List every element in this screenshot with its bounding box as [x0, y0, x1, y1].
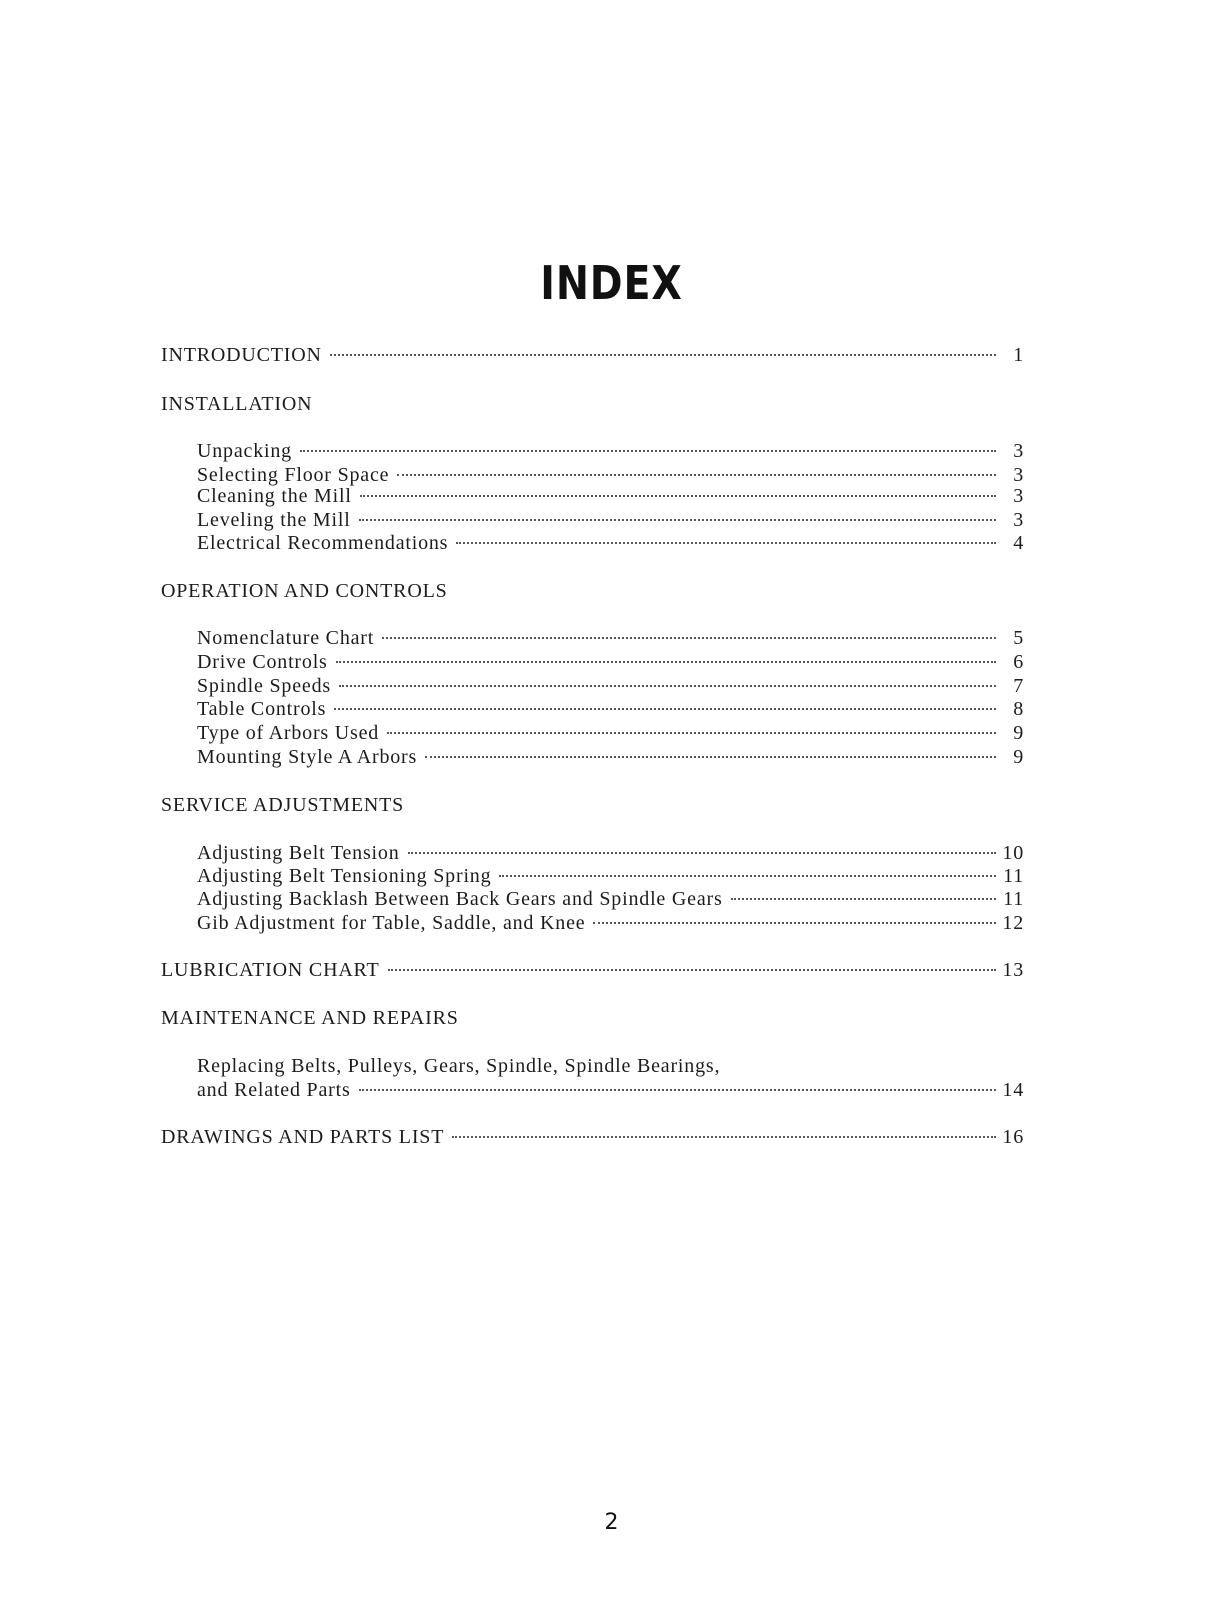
toc-entry-cleaning-the-mill[interactable]: [197, 484, 1024, 508]
toc-entry-label-line: Replacing Belts, Pulleys, Gears, Spindle, Spindle Bearings,: [197, 1055, 721, 1077]
toc-entry-drive-controls[interactable]: [197, 650, 1024, 674]
dot-leader: [499, 875, 996, 877]
toc-entry-label: Spindle Speeds: [197, 675, 331, 697]
toc-section-service-adjustments: [161, 793, 1024, 817]
toc-entry-label: Selecting Floor Space: [197, 464, 390, 486]
toc-entry-label: Nomenclature Chart: [197, 627, 375, 649]
toc-page-number: 10: [1002, 842, 1024, 864]
toc-section-heading: SERVICE ADJUSTMENTS: [161, 794, 405, 816]
toc-entry-adjusting-belt-tensioning-spring[interactable]: [197, 864, 1024, 888]
dot-leader: [359, 1089, 996, 1091]
toc-section-installation: [161, 392, 1024, 416]
toc-section-heading: INSTALLATION: [161, 393, 313, 415]
toc-entry-spindle-speeds[interactable]: [197, 674, 1024, 698]
dot-leader: [397, 474, 996, 476]
toc-page-number: 7: [1013, 675, 1024, 697]
toc-entry-label: Leveling the Mill: [197, 509, 351, 531]
toc-section-maintenance-and-repairs: [161, 1006, 1024, 1030]
toc-entry-introduction[interactable]: [161, 343, 1024, 367]
toc-entry-table-controls[interactable]: [197, 697, 1024, 721]
toc-page-number: 3: [1013, 485, 1024, 507]
dot-leader: [334, 708, 996, 710]
toc-entry-mounting-style-a-arbors[interactable]: [197, 745, 1024, 769]
toc-page-number: 8: [1013, 698, 1024, 720]
toc-entry-adjusting-backlash[interactable]: [197, 887, 1024, 911]
toc-entry-label: and Related Parts: [197, 1079, 351, 1101]
toc-section-operation-and-controls: [161, 579, 1024, 603]
toc-section-heading: MAINTENANCE AND REPAIRS: [161, 1007, 459, 1029]
toc-entry-label: Unpacking: [197, 440, 292, 462]
dot-leader: [388, 969, 996, 971]
toc-entry-label: Type of Arbors Used: [197, 722, 380, 744]
page-title: INDEX: [540, 256, 683, 310]
dot-leader: [731, 898, 996, 900]
toc-entry-label: Adjusting Belt Tension: [197, 842, 400, 864]
toc-entry-electrical-recommendations[interactable]: [197, 531, 1024, 555]
toc-entry-unpacking[interactable]: [197, 439, 1024, 463]
toc-page-number: 11: [1003, 888, 1024, 910]
dot-leader: [452, 1136, 996, 1138]
dot-leader: [593, 922, 996, 924]
toc-entry-label: Cleaning the Mill: [197, 485, 352, 507]
toc-entry-label: DRAWINGS AND PARTS LIST: [161, 1126, 445, 1148]
toc-entry-nomenclature-chart[interactable]: [197, 626, 1024, 650]
toc-entry-label: Gib Adjustment for Table, Saddle, and Knee: [197, 912, 586, 934]
toc-page-number: 14: [1002, 1079, 1024, 1101]
toc-page-number: 3: [1013, 464, 1024, 486]
toc-page-number: 12: [1002, 912, 1024, 934]
page-number: 2: [604, 1510, 619, 1535]
toc-entry-label: Adjusting Belt Tensioning Spring: [197, 865, 492, 887]
dot-leader: [360, 495, 996, 497]
toc-page-number: 5: [1013, 627, 1024, 649]
toc-page-number: 3: [1013, 440, 1024, 462]
dot-leader: [425, 756, 996, 758]
dot-leader: [300, 450, 996, 452]
toc-entry-label: Electrical Recommendations: [197, 532, 449, 554]
toc-page-number: 1: [1013, 344, 1024, 366]
toc-page-number: 16: [1002, 1126, 1024, 1148]
toc-entry-label: Adjusting Backlash Between Back Gears and Spindle Gears: [197, 888, 723, 910]
toc-entry-label: INTRODUCTION: [161, 344, 322, 366]
toc-page-number: 9: [1013, 722, 1024, 744]
toc-entry-drawings-and-parts-list[interactable]: [161, 1125, 1024, 1149]
dot-leader: [336, 661, 996, 663]
dot-leader: [359, 519, 996, 521]
toc-page-number: 13: [1002, 959, 1024, 981]
dot-leader: [408, 852, 996, 854]
toc-entry-label: Drive Controls: [197, 651, 328, 673]
toc-page-number: 11: [1003, 865, 1024, 887]
toc-entry-label: LUBRICATION CHART: [161, 959, 380, 981]
dot-leader: [382, 637, 996, 639]
toc-entry-replacing-belts[interactable]: [197, 1078, 1024, 1102]
toc-page-number: 3: [1013, 509, 1024, 531]
dot-leader: [387, 732, 996, 734]
toc-section-heading: OPERATION AND CONTROLS: [161, 580, 448, 602]
dot-leader: [339, 685, 996, 687]
toc-page-number: 6: [1013, 651, 1024, 673]
toc-entry-leveling-the-mill[interactable]: [197, 508, 1024, 532]
dot-leader: [330, 354, 996, 356]
toc-entry-gib-adjustment[interactable]: [197, 911, 1024, 935]
toc-entry-label: Mounting Style A Arbors: [197, 746, 418, 768]
toc-entry-adjusting-belt-tension[interactable]: [197, 841, 1024, 865]
toc-entry-lubrication-chart[interactable]: [161, 958, 1024, 982]
toc-page-number: 4: [1013, 532, 1024, 554]
dot-leader: [456, 542, 996, 544]
toc-entry-type-of-arbors-used[interactable]: [197, 721, 1024, 745]
toc-entry-label: Table Controls: [197, 698, 327, 720]
toc-page-number: 9: [1013, 746, 1024, 768]
